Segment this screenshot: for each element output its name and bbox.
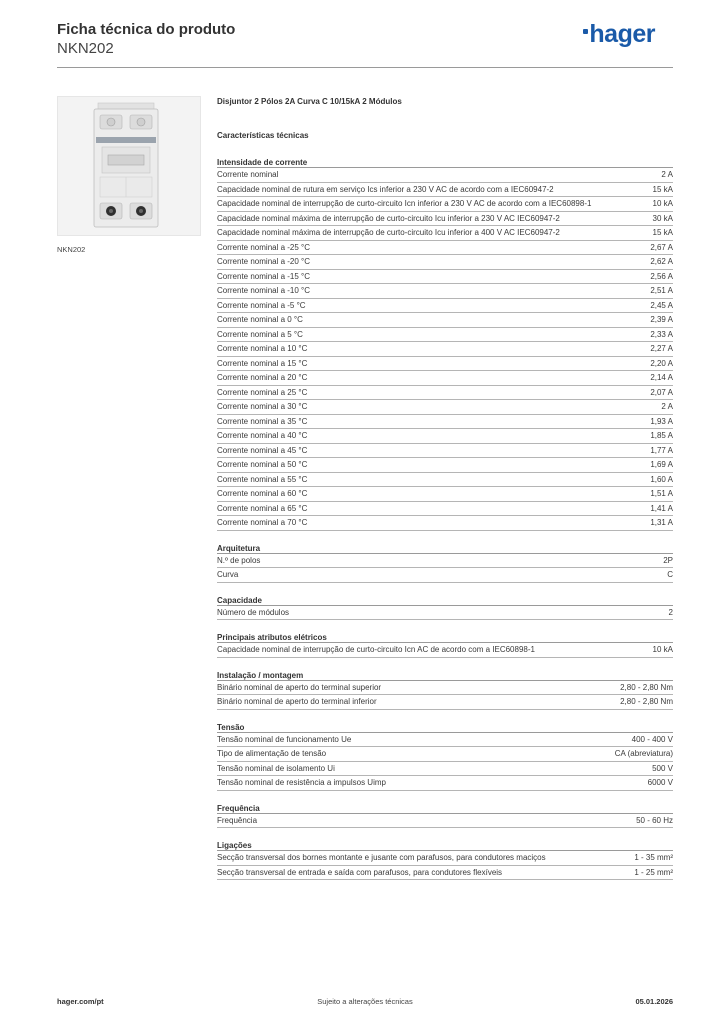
- spec-row: [217, 516, 673, 531]
- spec-label: Número de módulos: [217, 607, 290, 617]
- spec-label: Corrente nominal a 25 °C: [217, 387, 308, 397]
- spec-label: Corrente nominal a 70 °C: [217, 518, 308, 527]
- spec-row: [217, 284, 673, 299]
- spec-label: Binário nominal de aperto do terminal superior: [217, 682, 382, 692]
- spec-value: 2,45 A: [650, 300, 673, 310]
- spec-value: C: [667, 570, 673, 579]
- spec-row: [217, 183, 673, 198]
- spec-label: Corrente nominal a 40 °C: [217, 431, 308, 440]
- spec-row: [217, 255, 673, 270]
- hager-logo: [583, 20, 655, 49]
- document-title: Ficha técnica do produto: [57, 21, 236, 38]
- footer-notice: Sujeito a alterações técnicas: [317, 997, 413, 1006]
- spec-label: Corrente nominal a 30 °C: [217, 402, 308, 411]
- spec-row: [217, 444, 673, 459]
- product-image-caption: NKN202: [57, 245, 86, 254]
- spec-value: 2,07 A: [650, 387, 673, 397]
- page-header: [57, 20, 673, 68]
- spec-label: Corrente nominal a 20 °C: [217, 373, 308, 382]
- spec-row: [217, 502, 673, 517]
- spec-row: [217, 429, 673, 444]
- spec-value: 10 kA: [652, 645, 673, 654]
- spec-section: [217, 722, 673, 791]
- spec-value: 2,80 - 2,80 Nm: [620, 682, 673, 692]
- spec-row: [217, 197, 673, 212]
- spec-value: 1,41 A: [650, 503, 673, 513]
- spec-value: 500 V: [652, 763, 673, 773]
- spec-label: Capacidade nominal de interrupção de curto-circuito Icn AC de acordo com a IEC60898-1: [217, 645, 535, 654]
- spec-row: [217, 606, 673, 621]
- spec-row: [217, 866, 673, 881]
- spec-label: Capacidade nominal máxima de interrupção de curto-circuito Icu inferior a 400 V AC IEC60947-2: [217, 228, 560, 237]
- spec-value: 2,14 A: [650, 373, 673, 382]
- section-title: Frequência: [217, 803, 673, 814]
- spec-label: Secção transversal de entrada e saída com parafusos, para condutores flexíveis: [217, 867, 503, 877]
- spec-value: 2,39 A: [650, 315, 673, 324]
- spec-section: [217, 670, 673, 710]
- spec-row: [217, 226, 673, 241]
- footer-website: hager.com/pt: [57, 997, 104, 1006]
- spec-sections: [217, 157, 673, 880]
- spec-label: Capacidade nominal de interrupção de curto-circuito Icn inferior a 230 V AC de acordo com a IEC60898-1: [217, 199, 592, 208]
- spec-label: Corrente nominal a 5 °C: [217, 329, 303, 339]
- footer-date: 05.01.2026: [635, 997, 673, 1006]
- spec-label: Binário nominal de aperto do terminal inferior: [217, 697, 377, 706]
- spec-row: [217, 342, 673, 357]
- spec-section: [217, 543, 673, 583]
- product-code: NKN202: [57, 40, 114, 57]
- product-image: [57, 96, 201, 236]
- logo-text: hager: [589, 20, 655, 48]
- section-title: Tensão: [217, 722, 673, 733]
- spec-label: Tensão nominal de funcionamento Ue: [217, 734, 352, 744]
- spec-label: Corrente nominal a -10 °C: [217, 286, 311, 295]
- spec-row: [217, 458, 673, 473]
- spec-row: [217, 168, 673, 183]
- spec-value: 2,67 A: [650, 242, 673, 252]
- spec-value: 2,20 A: [650, 358, 673, 368]
- spec-value: 50 - 60 Hz: [636, 815, 673, 825]
- spec-row: [217, 643, 673, 658]
- spec-value: 2 A: [661, 170, 673, 179]
- spec-label: Tensão nominal de isolamento Ui: [217, 763, 335, 773]
- section-title: Arquitetura: [217, 543, 673, 554]
- spec-value: CA (abreviatura): [614, 749, 673, 758]
- page-footer: [57, 997, 673, 1009]
- spec-label: Corrente nominal a -5 °C: [217, 300, 306, 310]
- spec-value: 1,93 A: [650, 416, 673, 426]
- spec-value: 2,27 A: [650, 344, 673, 353]
- spec-value: 1,31 A: [650, 518, 673, 527]
- spec-label: Curva: [217, 570, 239, 579]
- spec-row: [217, 681, 673, 696]
- section-title: Ligações: [217, 840, 673, 851]
- spec-value: 1,69 A: [650, 460, 673, 469]
- spec-row: [217, 776, 673, 791]
- spec-row: [217, 212, 673, 227]
- spec-row: [217, 568, 673, 583]
- spec-value: 400 - 400 V: [631, 734, 673, 744]
- spec-row: [217, 415, 673, 430]
- spec-content: [217, 96, 673, 880]
- spec-row: [217, 241, 673, 256]
- product-description: Disjuntor 2 Pólos 2A Curva C 10/15kA 2 Módulos: [217, 97, 402, 106]
- spec-row: [217, 473, 673, 488]
- spec-row: [217, 762, 673, 777]
- spec-row: [217, 851, 673, 866]
- spec-row: [217, 554, 673, 569]
- spec-row: [217, 357, 673, 372]
- spec-value: 1,85 A: [650, 431, 673, 440]
- spec-value: 15 kA: [652, 228, 673, 237]
- spec-value: 1,77 A: [650, 445, 673, 455]
- spec-label: Corrente nominal a 45 °C: [217, 445, 308, 455]
- spec-label: Capacidade nominal máxima de interrupção de curto-circuito Icu inferior a 230 V AC IEC60947-2: [217, 213, 560, 223]
- logo-dot-icon: [583, 29, 588, 34]
- spec-label: Frequência: [217, 815, 258, 825]
- spec-label: Corrente nominal a -25 °C: [217, 242, 311, 252]
- spec-row: [217, 270, 673, 285]
- spec-value: 2,62 A: [650, 257, 673, 266]
- spec-label: Corrente nominal a 60 °C: [217, 489, 308, 498]
- spec-label: Corrente nominal a 55 °C: [217, 474, 308, 484]
- spec-row: [217, 386, 673, 401]
- spec-section: [217, 595, 673, 621]
- spec-value: 2,51 A: [650, 286, 673, 295]
- spec-row: [217, 400, 673, 415]
- spec-label: N.º de polos: [217, 555, 261, 565]
- section-title: Capacidade: [217, 595, 673, 606]
- spec-section: [217, 157, 673, 531]
- header-divider: [57, 67, 673, 68]
- spec-value: 1 - 25 mm²: [634, 867, 673, 877]
- spec-row: [217, 747, 673, 762]
- spec-row: [217, 328, 673, 343]
- spec-label: Corrente nominal a 50 °C: [217, 460, 308, 469]
- spec-value: 30 kA: [652, 213, 673, 223]
- spec-row: [217, 299, 673, 314]
- spec-value: 10 kA: [652, 199, 673, 208]
- section-title: Intensidade de corrente: [217, 157, 673, 168]
- spec-label: Corrente nominal a -15 °C: [217, 271, 311, 281]
- spec-value: 2,56 A: [650, 271, 673, 281]
- spec-value: 1 - 35 mm²: [634, 853, 673, 862]
- spec-value: 2 A: [661, 402, 673, 411]
- spec-section: [217, 803, 673, 829]
- spec-label: Tensão nominal de resistência a impulsos Uimp: [217, 778, 386, 787]
- spec-label: Corrente nominal a 0 °C: [217, 315, 303, 324]
- spec-row: [217, 814, 673, 829]
- spec-label: Corrente nominal a 35 °C: [217, 416, 308, 426]
- spec-value: 1,60 A: [650, 474, 673, 484]
- spec-value: 1,51 A: [650, 489, 673, 498]
- spec-label: Secção transversal dos bornes montante e jusante com parafusos, para condutores maciços: [217, 853, 546, 862]
- spec-label: Corrente nominal a 10 °C: [217, 344, 308, 353]
- spec-row: [217, 313, 673, 328]
- spec-section: [217, 632, 673, 658]
- features-title: Características técnicas: [217, 131, 309, 140]
- spec-label: Corrente nominal a 15 °C: [217, 358, 308, 368]
- spec-row: [217, 695, 673, 710]
- spec-label: Tipo de alimentação de tensão: [217, 749, 327, 758]
- spec-value: 6000 V: [647, 778, 673, 787]
- spec-row: [217, 487, 673, 502]
- spec-label: Capacidade nominal de rutura em serviço Ics inferior a 230 V AC de acordo com a IEC60947-2: [217, 184, 554, 194]
- spec-value: 2,80 - 2,80 Nm: [620, 697, 673, 706]
- circuit-breaker-illustration: [58, 97, 200, 235]
- spec-label: Corrente nominal: [217, 170, 279, 179]
- spec-row: [217, 733, 673, 748]
- spec-label: Corrente nominal a -20 °C: [217, 257, 311, 266]
- section-title: Principais atributos elétricos: [217, 632, 673, 643]
- spec-value: 2P: [663, 555, 673, 565]
- spec-row: [217, 371, 673, 386]
- spec-section: [217, 840, 673, 880]
- spec-label: Corrente nominal a 65 °C: [217, 503, 308, 513]
- spec-value: 15 kA: [652, 184, 673, 194]
- section-title: Instalação / montagem: [217, 670, 673, 681]
- spec-value: 2: [668, 607, 673, 617]
- spec-value: 2,33 A: [650, 329, 673, 339]
